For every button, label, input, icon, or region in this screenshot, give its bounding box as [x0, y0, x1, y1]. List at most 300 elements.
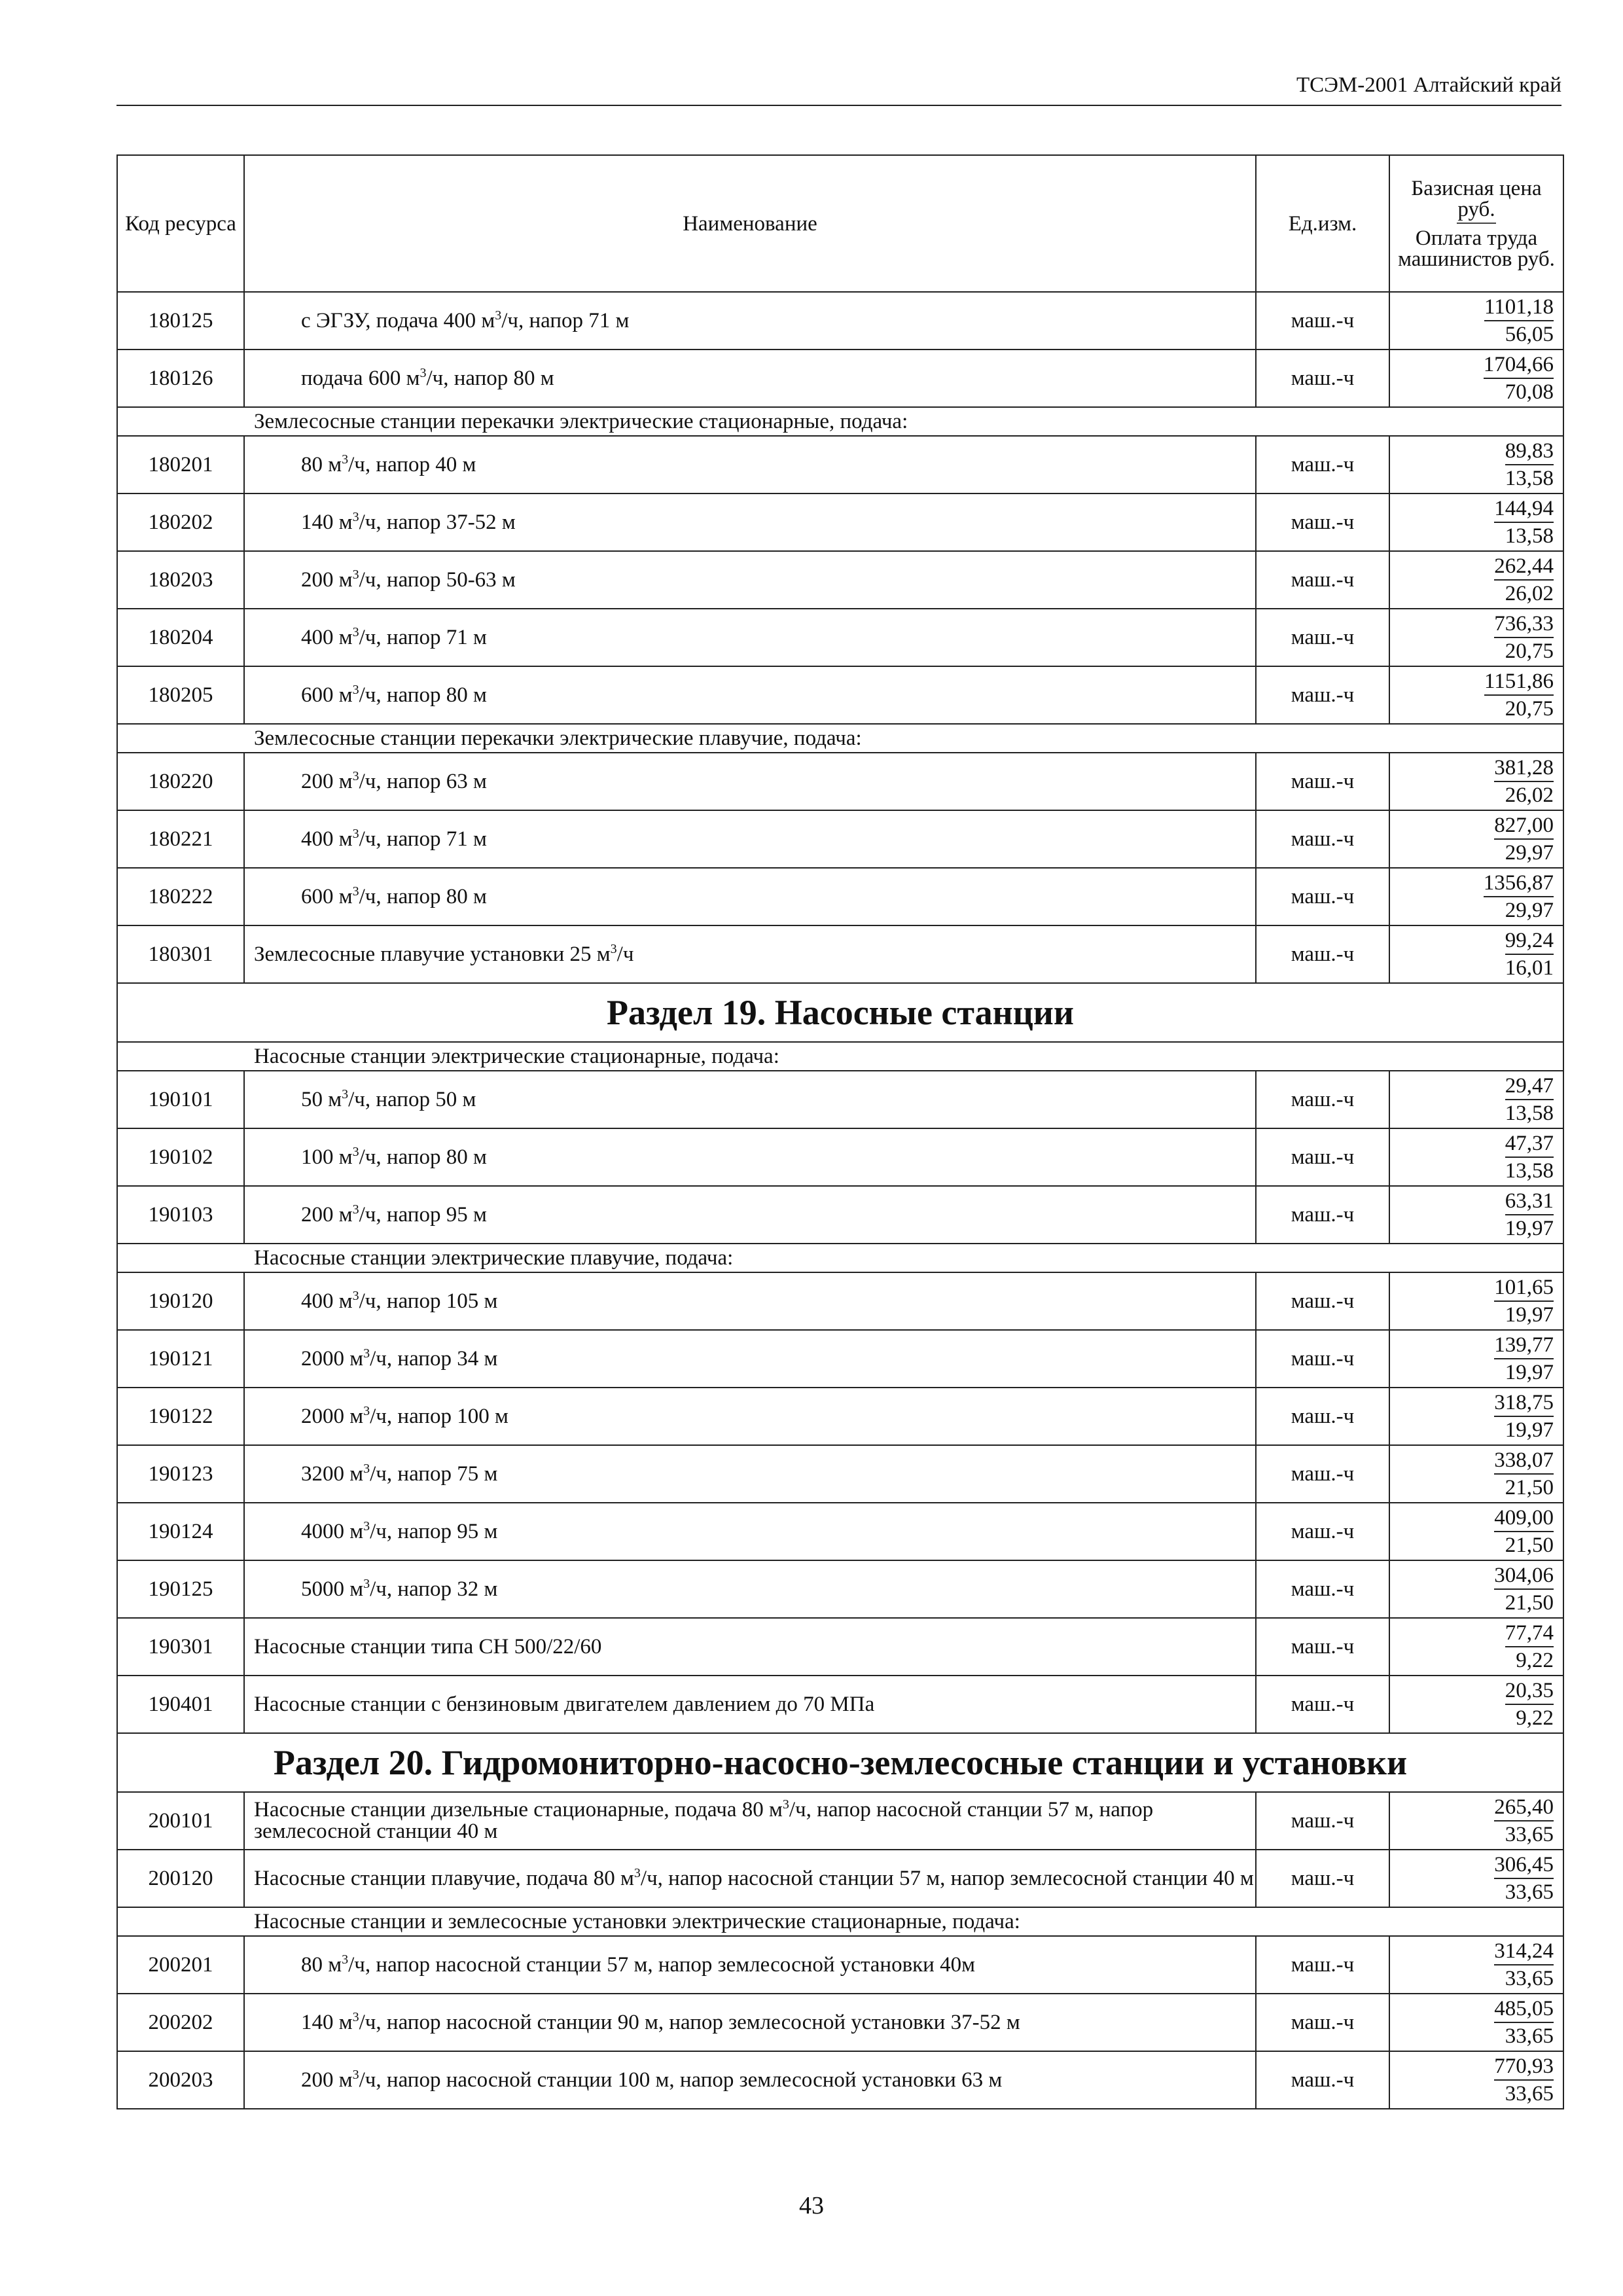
price-fraction	[1494, 1852, 1554, 1905]
resource-name	[244, 868, 1256, 925]
operator-labor-cost: 33,65	[1505, 1823, 1554, 1846]
resource-name-text-cont: /ч	[616, 942, 634, 966]
price-cell	[1389, 1330, 1563, 1388]
base-price: 381,28	[1494, 755, 1554, 782]
price-cell	[1389, 551, 1563, 609]
header-rule	[116, 105, 1561, 106]
header-fraction-rule	[1457, 223, 1496, 224]
base-price: 314,24	[1494, 1938, 1554, 1965]
unit-of-measure: маш.-ч	[1256, 493, 1389, 551]
price-cell	[1389, 1388, 1563, 1445]
resource-code: 180221	[117, 810, 244, 868]
resource-code: 190120	[117, 1272, 244, 1330]
table-row	[117, 666, 1563, 724]
resource-code: 180125	[117, 292, 244, 350]
resource-code: 180220	[117, 753, 244, 810]
resource-name-text: 2000 м	[301, 1404, 364, 1428]
table-header-row	[117, 155, 1563, 292]
page-number: 43	[799, 2192, 824, 2219]
column-header-unit: Ед.изм.	[1256, 155, 1389, 292]
resource-name-text: 140 м	[301, 2010, 353, 2034]
price-fraction	[1505, 927, 1554, 981]
unit-of-measure: маш.-ч	[1256, 1503, 1389, 1560]
resource-name-text-cont: /ч, напор 32 м	[370, 1577, 498, 1601]
resource-code: 190401	[117, 1676, 244, 1733]
resource-name-text: 600 м	[301, 884, 353, 908]
resource-name	[244, 1503, 1256, 1560]
unit-of-measure: маш.-ч	[1256, 666, 1389, 724]
table-row	[117, 1676, 1563, 1733]
unit-of-measure: маш.-ч	[1256, 1792, 1389, 1850]
price-cell	[1389, 666, 1563, 724]
base-price: 89,83	[1505, 438, 1554, 465]
resource-name-text: 400 м	[301, 827, 353, 851]
base-price: 101,65	[1494, 1274, 1554, 1302]
unit-of-measure: маш.-ч	[1256, 1936, 1389, 1994]
table-row	[117, 350, 1563, 407]
document-header-title: ТСЭМ-2001 Алтайский край	[1296, 73, 1561, 97]
operator-labor-cost: 21,50	[1505, 1476, 1554, 1499]
resource-name-text-cont: /ч, напор 80 м	[359, 1145, 487, 1169]
table-row	[117, 1071, 1563, 1128]
table-row	[117, 1936, 1563, 1994]
section-title: Раздел 19. Насосные станции	[117, 983, 1563, 1042]
base-price: 409,00	[1494, 1505, 1554, 1532]
resource-code: 190122	[117, 1388, 244, 1445]
base-price: 736,33	[1494, 611, 1554, 638]
price-cell	[1389, 436, 1563, 493]
resource-code: 180201	[117, 436, 244, 493]
base-price: 144,94	[1494, 495, 1554, 523]
resource-name-text-cont: /ч, напор 105 м	[359, 1289, 498, 1313]
operator-labor-cost: 19,97	[1505, 1361, 1554, 1384]
resource-name-text: 80 м	[301, 452, 342, 476]
table-row	[117, 1560, 1563, 1618]
resource-name	[244, 810, 1256, 868]
resource-name-text-cont: /ч, напор 37-52 м	[359, 510, 516, 534]
group-heading: Насосные станции электрические стационарные, подача:	[117, 1042, 1563, 1071]
resource-name	[244, 609, 1256, 666]
resource-name-text-cont: /ч, напор 50 м	[348, 1087, 476, 1111]
resource-name	[244, 350, 1256, 407]
unit-of-measure: маш.-ч	[1256, 1676, 1389, 1733]
resource-code: 190103	[117, 1186, 244, 1244]
resource-code: 190124	[117, 1503, 244, 1560]
resource-name-text: подача 600 м	[301, 366, 420, 390]
resource-code: 200203	[117, 2051, 244, 2109]
superscript-3: 3	[610, 941, 617, 956]
resource-name-text: 600 м	[301, 683, 353, 707]
resource-name	[244, 1128, 1256, 1186]
unit-of-measure: маш.-ч	[1256, 1128, 1389, 1186]
superscript-3: 3	[342, 452, 349, 467]
superscript-3: 3	[782, 1797, 789, 1812]
resource-name-text: Землесосные плавучие установки 25 м	[254, 942, 611, 966]
price-cell	[1389, 810, 1563, 868]
base-price: 63,31	[1505, 1188, 1554, 1215]
operator-labor-cost: 56,05	[1505, 323, 1554, 346]
resource-name	[244, 1330, 1256, 1388]
resource-name-text: 400 м	[301, 625, 353, 649]
base-price: 1101,18	[1484, 294, 1554, 321]
resource-name-text: 100 м	[301, 1145, 353, 1169]
resource-name-text: 140 м	[301, 510, 353, 534]
unit-of-measure: маш.-ч	[1256, 2051, 1389, 2109]
base-price: 827,00	[1494, 812, 1554, 840]
operator-labor-cost: 33,65	[1505, 1880, 1554, 1904]
price-fraction	[1484, 294, 1554, 348]
resource-price-table	[116, 154, 1564, 2109]
superscript-3: 3	[363, 1576, 370, 1591]
unit-of-measure: маш.-ч	[1256, 925, 1389, 983]
price-fraction	[1505, 1073, 1554, 1126]
resource-name	[244, 1560, 1256, 1618]
table-row	[117, 551, 1563, 609]
unit-of-measure: маш.-ч	[1256, 1560, 1389, 1618]
group-heading-row	[117, 1244, 1563, 1272]
resource-code: 190102	[117, 1128, 244, 1186]
resource-name-text-cont: /ч, напор 40 м	[348, 452, 476, 476]
resource-code: 180126	[117, 350, 244, 407]
price-fraction	[1494, 812, 1554, 866]
price-cell	[1389, 1792, 1563, 1850]
resource-code: 180204	[117, 609, 244, 666]
price-fraction	[1494, 1938, 1554, 1992]
operator-labor-cost: 13,58	[1505, 1159, 1554, 1183]
superscript-3: 3	[342, 1086, 349, 1102]
resource-name-text-cont: /ч, напор 100 м	[370, 1404, 508, 1428]
unit-of-measure: маш.-ч	[1256, 1850, 1389, 1907]
operator-labor-cost: 16,01	[1505, 956, 1554, 980]
group-heading: Насосные станции электрические плавучие, подача:	[117, 1244, 1563, 1272]
base-price: 77,74	[1505, 1620, 1554, 1647]
group-heading-row	[117, 407, 1563, 436]
unit-of-measure: маш.-ч	[1256, 551, 1389, 609]
resource-code: 190121	[117, 1330, 244, 1388]
resource-name-text: 5000 м	[301, 1577, 364, 1601]
resource-code: 200202	[117, 1994, 244, 2051]
resource-name-text-cont: /ч, напор 80 м	[359, 884, 487, 908]
price-cell	[1389, 1676, 1563, 1733]
resource-name	[244, 1272, 1256, 1330]
superscript-3: 3	[363, 1461, 370, 1476]
resource-name-text-cont: /ч, напор насосной станции 57 м, напор землесосной установки 40м	[348, 1952, 975, 1977]
price-cell	[1389, 1994, 1563, 2051]
resource-name-text-cont: /ч, напор 71 м	[501, 308, 630, 332]
superscript-3: 3	[363, 1346, 370, 1361]
resource-name-text-cont: /ч, напор 80 м	[359, 683, 487, 707]
table-row	[117, 1850, 1563, 1907]
base-price: 1704,66	[1484, 351, 1554, 379]
unit-of-measure: маш.-ч	[1256, 436, 1389, 493]
base-price: 265,40	[1494, 1794, 1554, 1821]
superscript-3: 3	[363, 1518, 370, 1534]
superscript-3: 3	[363, 1403, 370, 1418]
resource-name-text: 80 м	[301, 1952, 342, 1977]
unit-of-measure: маш.-ч	[1256, 350, 1389, 407]
base-price: 306,45	[1494, 1852, 1554, 1879]
group-heading: Землесосные станции перекачки электрические стационарные, подача:	[117, 407, 1563, 436]
resource-code: 200201	[117, 1936, 244, 1994]
group-heading-row	[117, 724, 1563, 753]
table-row	[117, 925, 1563, 983]
table-row	[117, 1330, 1563, 1388]
resource-name-text-cont: /ч, напор насосной станции 57 м, напор землесосной станции 40 м	[640, 1866, 1254, 1890]
superscript-3: 3	[419, 365, 427, 380]
price-cell	[1389, 868, 1563, 925]
table-row	[117, 1994, 1563, 2051]
unit-of-measure: маш.-ч	[1256, 868, 1389, 925]
price-cell	[1389, 2051, 1563, 2109]
price-fraction	[1494, 1996, 1554, 2049]
table-row	[117, 1792, 1563, 1850]
resource-name	[244, 551, 1256, 609]
resource-name	[244, 1445, 1256, 1503]
price-fraction	[1494, 1332, 1554, 1386]
column-header-price-base: Базисная цена руб.	[1411, 176, 1542, 221]
resource-code: 180202	[117, 493, 244, 551]
resource-name	[244, 1676, 1256, 1733]
group-heading-row	[117, 1042, 1563, 1071]
operator-labor-cost: 21,50	[1505, 1591, 1554, 1615]
unit-of-measure: маш.-ч	[1256, 292, 1389, 350]
resource-name	[244, 1388, 1256, 1445]
price-cell	[1389, 609, 1563, 666]
base-price: 139,77	[1494, 1332, 1554, 1359]
base-price: 20,35	[1505, 1677, 1554, 1705]
table-row	[117, 1272, 1563, 1330]
resource-name-text: 50 м	[301, 1087, 342, 1111]
table-row	[117, 1128, 1563, 1186]
resource-name-text: 200 м	[301, 2068, 353, 2092]
unit-of-measure: маш.-ч	[1256, 1071, 1389, 1128]
unit-of-measure: маш.-ч	[1256, 1186, 1389, 1244]
section-heading-row	[117, 1733, 1563, 1792]
unit-of-measure: маш.-ч	[1256, 1272, 1389, 1330]
operator-labor-cost: 21,50	[1505, 1534, 1554, 1557]
resource-name-text-cont: /ч, напор 50-63 м	[359, 567, 516, 592]
resource-name	[244, 925, 1256, 983]
price-fraction	[1505, 1130, 1554, 1184]
column-header-price-labor: Оплата труда машинистов руб.	[1398, 226, 1555, 271]
price-fraction	[1494, 495, 1554, 549]
unit-of-measure: маш.-ч	[1256, 609, 1389, 666]
superscript-3: 3	[352, 1144, 359, 1159]
unit-of-measure: маш.-ч	[1256, 1994, 1389, 2051]
operator-labor-cost: 26,02	[1505, 783, 1554, 807]
resource-name	[244, 1936, 1256, 1994]
resource-code: 180222	[117, 868, 244, 925]
superscript-3: 3	[352, 2067, 359, 2082]
price-fraction	[1494, 1794, 1554, 1848]
group-heading: Насосные станции и землесосные установки электрические стационарные, подача:	[117, 1907, 1563, 1936]
table-row	[117, 753, 1563, 810]
base-price: 1356,87	[1484, 870, 1554, 897]
resource-code: 180301	[117, 925, 244, 983]
resource-name-text: 400 м	[301, 1289, 353, 1313]
unit-of-measure: маш.-ч	[1256, 1618, 1389, 1676]
group-heading-row	[117, 1907, 1563, 1936]
operator-labor-cost: 33,65	[1505, 2082, 1554, 2106]
resource-name-text-cont: /ч, напор 75 м	[370, 1462, 498, 1486]
base-price: 29,47	[1505, 1073, 1554, 1100]
resource-name	[244, 1186, 1256, 1244]
price-cell	[1389, 1850, 1563, 1907]
resource-name-text-cont: /ч, напор насосной станции 57 м, напор землесосной станции 40 м	[254, 1798, 1154, 1843]
price-cell	[1389, 753, 1563, 810]
operator-labor-cost: 13,58	[1505, 467, 1554, 490]
price-fraction	[1494, 2053, 1554, 2107]
resource-code: 180203	[117, 551, 244, 609]
superscript-3: 3	[352, 826, 359, 841]
operator-labor-cost: 70,08	[1505, 380, 1554, 404]
price-cell	[1389, 1936, 1563, 1994]
operator-labor-cost: 13,58	[1505, 1102, 1554, 1125]
column-header-code: Код ресурса	[117, 155, 244, 292]
unit-of-measure: маш.-ч	[1256, 1388, 1389, 1445]
base-price: 47,37	[1505, 1130, 1554, 1158]
price-cell	[1389, 1618, 1563, 1676]
resource-name	[244, 1618, 1256, 1676]
table-row	[117, 1388, 1563, 1445]
resource-name-text-cont: /ч, напор насосной станции 90 м, напор землесосной установки 37-52 м	[359, 2010, 1020, 2034]
price-cell	[1389, 1186, 1563, 1244]
resource-name-text: Насосные станции с бензиновым двигателем давлением до 70 МПа	[254, 1692, 875, 1716]
resource-code: 180205	[117, 666, 244, 724]
group-heading: Землесосные станции перекачки электрические плавучие, подача:	[117, 724, 1563, 753]
superscript-3: 3	[342, 1952, 349, 1967]
resource-name	[244, 1850, 1256, 1907]
resource-name-text-cont: /ч, напор 71 м	[359, 827, 487, 851]
operator-labor-cost: 33,65	[1505, 1967, 1554, 1990]
price-cell	[1389, 1272, 1563, 1330]
resource-code: 200120	[117, 1850, 244, 1907]
price-cell	[1389, 1560, 1563, 1618]
resource-name	[244, 1792, 1256, 1850]
operator-labor-cost: 19,97	[1505, 1418, 1554, 1442]
superscript-3: 3	[352, 682, 359, 697]
price-cell	[1389, 292, 1563, 350]
operator-labor-cost: 20,75	[1505, 639, 1554, 663]
price-fraction	[1484, 668, 1554, 722]
resource-code: 200101	[117, 1792, 244, 1850]
price-fraction	[1494, 755, 1554, 808]
superscript-3: 3	[352, 1202, 359, 1217]
section-title: Раздел 20. Гидромониторно-насосно-землесосные станции и установки	[117, 1733, 1563, 1792]
price-fraction	[1505, 1620, 1554, 1674]
price-fraction	[1505, 438, 1554, 492]
superscript-3: 3	[352, 884, 359, 899]
base-price: 770,93	[1494, 2053, 1554, 2081]
superscript-3: 3	[352, 768, 359, 783]
table-row	[117, 436, 1563, 493]
resource-name	[244, 2051, 1256, 2109]
table-row	[117, 2051, 1563, 2109]
price-fraction	[1494, 553, 1554, 607]
resource-name	[244, 1071, 1256, 1128]
resource-name	[244, 1994, 1256, 2051]
resource-name-text: с ЭГЗУ, подача 400 м	[301, 308, 495, 332]
table-body	[117, 292, 1563, 2109]
operator-labor-cost: 29,97	[1505, 899, 1554, 922]
table-row	[117, 868, 1563, 925]
operator-labor-cost: 26,02	[1505, 582, 1554, 605]
operator-labor-cost: 19,97	[1505, 1217, 1554, 1240]
price-fraction	[1494, 1390, 1554, 1443]
column-header-name: Наименование	[244, 155, 1256, 292]
base-price: 318,75	[1494, 1390, 1554, 1417]
base-price: 485,05	[1494, 1996, 1554, 2023]
table-row	[117, 1618, 1563, 1676]
price-cell	[1389, 493, 1563, 551]
price-cell	[1389, 1071, 1563, 1128]
resource-name-text: Насосные станции плавучие, подача 80 м	[254, 1866, 634, 1890]
price-fraction	[1505, 1188, 1554, 1242]
table-row	[117, 1503, 1563, 1560]
superscript-3: 3	[495, 308, 502, 323]
unit-of-measure: маш.-ч	[1256, 753, 1389, 810]
resource-name-text-cont: /ч, напор 80 м	[426, 366, 554, 390]
superscript-3: 3	[352, 624, 359, 639]
price-fraction	[1484, 351, 1554, 405]
price-fraction	[1494, 1447, 1554, 1501]
price-cell	[1389, 1128, 1563, 1186]
resource-name	[244, 666, 1256, 724]
resource-name	[244, 292, 1256, 350]
unit-of-measure: маш.-ч	[1256, 810, 1389, 868]
resource-name-text-cont: /ч, напор 34 м	[370, 1346, 498, 1371]
resource-name-text-cont: /ч, напор насосной станции 100 м, напор землесосной установки 63 м	[359, 2068, 1003, 2092]
superscript-3: 3	[352, 2009, 359, 2024]
resource-name-text: 200 м	[301, 769, 353, 793]
resource-name-text-cont: /ч, напор 71 м	[359, 625, 487, 649]
resource-name-text: Насосные станции типа СН 500/22/60	[254, 1634, 602, 1659]
resource-code: 190101	[117, 1071, 244, 1128]
base-price: 99,24	[1505, 927, 1554, 955]
table-row	[117, 810, 1563, 868]
resource-name	[244, 493, 1256, 551]
price-cell	[1389, 925, 1563, 983]
price-cell	[1389, 1503, 1563, 1560]
base-price: 338,07	[1494, 1447, 1554, 1475]
resource-code: 190125	[117, 1560, 244, 1618]
resource-name-text-cont: /ч, напор 95 м	[370, 1519, 498, 1543]
table-row	[117, 1186, 1563, 1244]
resource-name-text: 200 м	[301, 567, 353, 592]
price-cell	[1389, 350, 1563, 407]
unit-of-measure: маш.-ч	[1256, 1330, 1389, 1388]
operator-labor-cost: 20,75	[1505, 697, 1554, 721]
superscript-3: 3	[352, 567, 359, 582]
resource-name-text: Насосные станции дизельные стационарные, подача 80 м	[254, 1798, 783, 1821]
resource-code: 190123	[117, 1445, 244, 1503]
superscript-3: 3	[352, 1288, 359, 1303]
base-price: 262,44	[1494, 553, 1554, 581]
superscript-3: 3	[352, 509, 359, 524]
column-header-price	[1389, 155, 1563, 292]
operator-labor-cost: 33,65	[1505, 2024, 1554, 2048]
resource-name	[244, 436, 1256, 493]
table-row	[117, 292, 1563, 350]
price-fraction	[1494, 1274, 1554, 1328]
price-cell	[1389, 1445, 1563, 1503]
operator-labor-cost: 19,97	[1505, 1303, 1554, 1327]
resource-name-text-cont: /ч, напор 95 м	[359, 1202, 487, 1227]
resource-name-text: 3200 м	[301, 1462, 364, 1486]
unit-of-measure: маш.-ч	[1256, 1445, 1389, 1503]
operator-labor-cost: 29,97	[1505, 841, 1554, 865]
price-fraction	[1505, 1677, 1554, 1731]
